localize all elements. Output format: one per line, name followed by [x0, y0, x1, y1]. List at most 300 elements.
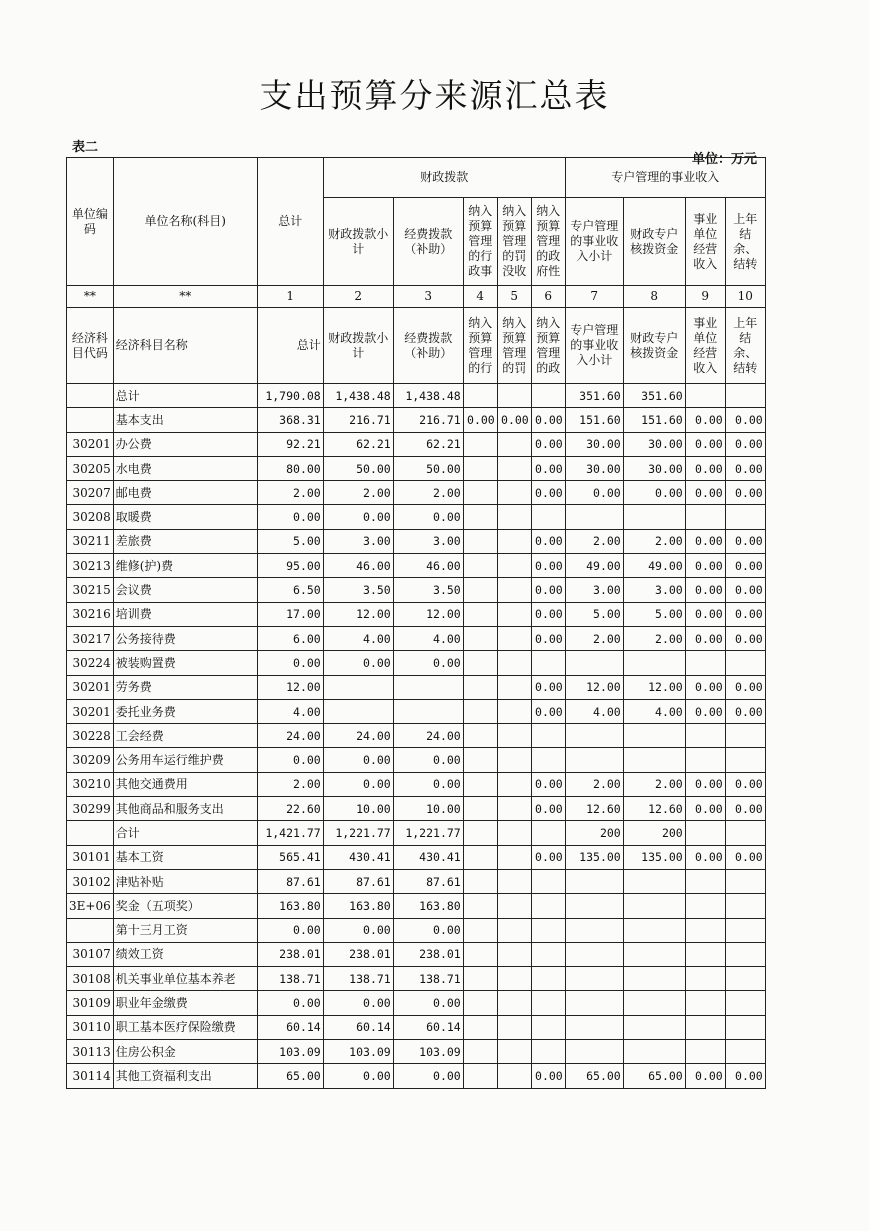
- header2-c7: 专户管理的事业收入小计: [565, 308, 623, 384]
- cell-value: 0.00: [725, 699, 765, 723]
- cell-value: 24.00: [323, 724, 393, 748]
- cell-value: [725, 991, 765, 1015]
- cell-value: [463, 626, 497, 650]
- cell-value: [531, 1040, 565, 1064]
- cell-value: 351.60: [623, 384, 685, 408]
- cell-value: 0.00: [323, 1064, 393, 1088]
- cell-value: 0.00: [531, 626, 565, 650]
- cell-value: [531, 651, 565, 675]
- cell-value: 60.14: [257, 1015, 323, 1039]
- cell-value: 0.00: [393, 1064, 463, 1088]
- cell-value: 10.00: [393, 797, 463, 821]
- cell-value: 103.09: [393, 1040, 463, 1064]
- table-row: [67, 1015, 766, 1039]
- header2-c10: 上年结余、结转: [725, 308, 765, 384]
- header-c10: 上年结余、结转: [725, 198, 765, 286]
- cell-value: [497, 481, 531, 505]
- cell-name: 总计: [113, 384, 257, 408]
- cell-value: [725, 1015, 765, 1039]
- cell-value: 0.00: [257, 748, 323, 772]
- cell-code: 30109: [67, 991, 114, 1015]
- cell-name: 会议费: [113, 578, 257, 602]
- cell-value: [463, 384, 497, 408]
- table-row: [67, 578, 766, 602]
- table-row: [67, 651, 766, 675]
- cell-value: [623, 1015, 685, 1039]
- cell-code: 30211: [67, 529, 114, 553]
- cell-code: 30107: [67, 942, 114, 966]
- cell-value: 50.00: [393, 456, 463, 480]
- cell-value: 216.71: [393, 408, 463, 432]
- cell-value: [463, 456, 497, 480]
- header-fiscal-subtotal: 财政拨款小计: [323, 198, 393, 286]
- cell-value: 0.00: [565, 481, 623, 505]
- cell-value: [685, 821, 725, 845]
- budget-table: [66, 157, 766, 1089]
- header-c4: 纳入预算管理的行政事: [463, 198, 497, 286]
- cell-value: [565, 991, 623, 1015]
- cell-name: 合计: [113, 821, 257, 845]
- cell-value: 65.00: [623, 1064, 685, 1088]
- cell-value: 3.00: [393, 529, 463, 553]
- cell-code: [67, 408, 114, 432]
- cell-value: 2.00: [565, 626, 623, 650]
- cell-value: 12.60: [565, 797, 623, 821]
- cell-value: 10.00: [323, 797, 393, 821]
- header-name: 单位名称(科目): [113, 158, 257, 286]
- cell-value: 238.01: [323, 942, 393, 966]
- cell-value: [463, 481, 497, 505]
- cell-value: 430.41: [393, 845, 463, 869]
- cell-value: [565, 724, 623, 748]
- cell-code: 30201: [67, 675, 114, 699]
- cell-value: 24.00: [257, 724, 323, 748]
- cell-code: 30114: [67, 1064, 114, 1088]
- cell-value: 0.00: [257, 991, 323, 1015]
- cell-value: 0.00: [685, 699, 725, 723]
- cell-value: 0.00: [725, 578, 765, 602]
- cell-value: [463, 797, 497, 821]
- cell-value: 0.00: [623, 481, 685, 505]
- cell-value: 6.50: [257, 578, 323, 602]
- cell-value: 0.00: [725, 432, 765, 456]
- cell-value: 0.00: [725, 481, 765, 505]
- cell-value: [623, 651, 685, 675]
- cell-code: 30110: [67, 1015, 114, 1039]
- cell-code: 30215: [67, 578, 114, 602]
- cell-code: 30217: [67, 626, 114, 650]
- cell-value: 0.00: [725, 529, 765, 553]
- cell-value: [685, 1040, 725, 1064]
- cell-code: [67, 384, 114, 408]
- cell-value: 0.00: [531, 578, 565, 602]
- cell-value: 0.00: [685, 578, 725, 602]
- cell-value: 12.00: [257, 675, 323, 699]
- cell-value: 368.31: [257, 408, 323, 432]
- index-cell: 1: [257, 286, 323, 308]
- header-special-group: 专户管理的事业收入: [565, 158, 765, 198]
- cell-value: 12.00: [623, 675, 685, 699]
- cell-code: 30224: [67, 651, 114, 675]
- cell-value: 0.00: [685, 772, 725, 796]
- cell-value: [463, 505, 497, 529]
- cell-value: 0.00: [725, 1064, 765, 1088]
- cell-value: 30.00: [623, 432, 685, 456]
- cell-value: 0.00: [685, 675, 725, 699]
- cell-value: [565, 748, 623, 772]
- table-row: [67, 869, 766, 893]
- header2-code: 经济科目代码: [67, 308, 114, 384]
- cell-value: 0.00: [393, 505, 463, 529]
- cell-value: [685, 384, 725, 408]
- index-cell: **: [113, 286, 257, 308]
- cell-value: 1,438.48: [393, 384, 463, 408]
- table-row: [67, 675, 766, 699]
- cell-code: 30207: [67, 481, 114, 505]
- cell-value: 0.00: [323, 991, 393, 1015]
- cell-value: 4.00: [393, 626, 463, 650]
- cell-value: 0.00: [725, 554, 765, 578]
- cell-value: [685, 748, 725, 772]
- cell-value: 0.00: [685, 432, 725, 456]
- cell-value: [497, 578, 531, 602]
- cell-value: [531, 991, 565, 1015]
- table-row: [67, 481, 766, 505]
- cell-value: [497, 991, 531, 1015]
- cell-value: 151.60: [565, 408, 623, 432]
- cell-value: 49.00: [565, 554, 623, 578]
- cell-value: [685, 918, 725, 942]
- cell-value: 0.00: [685, 626, 725, 650]
- cell-name: 维修(护)费: [113, 554, 257, 578]
- cell-value: 0.00: [685, 408, 725, 432]
- table-row: [67, 967, 766, 991]
- page-title: 支出预算分来源汇总表: [259, 76, 610, 115]
- cell-value: [565, 1015, 623, 1039]
- table-row: [67, 991, 766, 1015]
- cell-value: 0.00: [685, 456, 725, 480]
- cell-value: [463, 699, 497, 723]
- cell-value: [463, 894, 497, 918]
- cell-value: 3.50: [393, 578, 463, 602]
- cell-value: 2.00: [323, 481, 393, 505]
- header2-c6: 纳入预算管理的政: [531, 308, 565, 384]
- cell-value: [463, 991, 497, 1015]
- cell-value: [497, 845, 531, 869]
- cell-value: 0.00: [725, 845, 765, 869]
- cell-value: [463, 529, 497, 553]
- cell-value: 5.00: [565, 602, 623, 626]
- cell-value: [531, 384, 565, 408]
- cell-value: [685, 724, 725, 748]
- cell-value: 1,221.77: [393, 821, 463, 845]
- cell-value: 0.00: [257, 505, 323, 529]
- cell-value: [565, 651, 623, 675]
- table-row: [67, 602, 766, 626]
- cell-value: 1,421.77: [257, 821, 323, 845]
- cell-value: [623, 1040, 685, 1064]
- cell-name: 其他交通费用: [113, 772, 257, 796]
- cell-value: [497, 432, 531, 456]
- cell-value: 4.00: [323, 626, 393, 650]
- cell-value: 163.80: [257, 894, 323, 918]
- cell-value: 46.00: [393, 554, 463, 578]
- cell-value: 22.60: [257, 797, 323, 821]
- header2-c8: 财政专户核拨资金: [623, 308, 685, 384]
- header-total: 总计: [257, 158, 323, 286]
- cell-value: [565, 942, 623, 966]
- table-row: [67, 821, 766, 845]
- cell-value: 2.00: [257, 772, 323, 796]
- cell-value: [623, 894, 685, 918]
- cell-name: 职业年金缴费: [113, 991, 257, 1015]
- cell-value: [725, 942, 765, 966]
- cell-value: [497, 384, 531, 408]
- cell-value: 138.71: [393, 967, 463, 991]
- cell-value: [725, 651, 765, 675]
- cell-value: [497, 821, 531, 845]
- cell-value: 2.00: [565, 529, 623, 553]
- table-row: [67, 699, 766, 723]
- header2-c9: 事业单位经营收入: [685, 308, 725, 384]
- cell-value: [497, 602, 531, 626]
- cell-value: [725, 967, 765, 991]
- header2-fiscal-subtotal: 财政拨款小计: [323, 308, 393, 384]
- index-cell: 2: [323, 286, 393, 308]
- cell-value: 0.00: [323, 772, 393, 796]
- cell-value: 103.09: [257, 1040, 323, 1064]
- cell-value: [531, 894, 565, 918]
- cell-value: 163.80: [393, 894, 463, 918]
- cell-value: 3.50: [323, 578, 393, 602]
- cell-value: 0.00: [725, 602, 765, 626]
- table-row: [67, 505, 766, 529]
- cell-value: 238.01: [393, 942, 463, 966]
- cell-value: [623, 918, 685, 942]
- cell-value: [463, 578, 497, 602]
- cell-value: 4.00: [257, 699, 323, 723]
- cell-value: [685, 942, 725, 966]
- cell-value: 0.00: [531, 797, 565, 821]
- cell-value: 2.00: [623, 626, 685, 650]
- cell-value: [497, 651, 531, 675]
- cell-name: 工会经费: [113, 724, 257, 748]
- cell-name: 被装购置费: [113, 651, 257, 675]
- cell-value: [497, 505, 531, 529]
- cell-code: 3E+06: [67, 894, 114, 918]
- cell-value: 0.00: [393, 772, 463, 796]
- cell-code: 30113: [67, 1040, 114, 1064]
- cell-value: [497, 894, 531, 918]
- cell-value: 65.00: [257, 1064, 323, 1088]
- cell-value: [685, 505, 725, 529]
- cell-value: 80.00: [257, 456, 323, 480]
- cell-value: 2.00: [565, 772, 623, 796]
- cell-value: [725, 1040, 765, 1064]
- cell-value: 24.00: [393, 724, 463, 748]
- cell-value: 1,221.77: [323, 821, 393, 845]
- cell-value: 50.00: [323, 456, 393, 480]
- cell-value: [531, 748, 565, 772]
- cell-value: 0.00: [685, 845, 725, 869]
- cell-value: 430.41: [323, 845, 393, 869]
- cell-value: 87.61: [393, 869, 463, 893]
- table-row: [67, 1064, 766, 1088]
- cell-value: 92.21: [257, 432, 323, 456]
- cell-value: [463, 967, 497, 991]
- cell-value: [685, 967, 725, 991]
- cell-value: [463, 748, 497, 772]
- cell-code: 30201: [67, 432, 114, 456]
- index-cell: 9: [685, 286, 725, 308]
- cell-code: [67, 821, 114, 845]
- cell-name: 职工基本医疗保险缴费: [113, 1015, 257, 1039]
- cell-value: 565.41: [257, 845, 323, 869]
- cell-value: 1,790.08: [257, 384, 323, 408]
- header-code: 单位编码: [67, 158, 114, 286]
- cell-value: [463, 821, 497, 845]
- cell-value: 200: [623, 821, 685, 845]
- cell-value: 87.61: [323, 869, 393, 893]
- cell-value: [685, 894, 725, 918]
- cell-value: 0.00: [531, 602, 565, 626]
- cell-value: 0.00: [323, 918, 393, 942]
- cell-code: 30216: [67, 602, 114, 626]
- cell-value: [497, 1015, 531, 1039]
- cell-value: 17.00: [257, 602, 323, 626]
- cell-value: 30.00: [565, 456, 623, 480]
- cell-value: [497, 529, 531, 553]
- cell-value: [685, 869, 725, 893]
- cell-name: 住房公积金: [113, 1040, 257, 1064]
- cell-value: 0.00: [531, 1064, 565, 1088]
- header-c5: 纳入预算管理的罚没收: [497, 198, 531, 286]
- cell-value: [565, 894, 623, 918]
- table-id: 表二: [72, 140, 99, 155]
- cell-value: [725, 894, 765, 918]
- cell-name: 取暖费: [113, 505, 257, 529]
- cell-value: 135.00: [565, 845, 623, 869]
- cell-code: 30209: [67, 748, 114, 772]
- index-cell: 4: [463, 286, 497, 308]
- cell-value: 0.00: [393, 651, 463, 675]
- cell-value: 0.00: [531, 529, 565, 553]
- cell-value: 0.00: [531, 845, 565, 869]
- cell-value: [497, 869, 531, 893]
- cell-value: 12.60: [623, 797, 685, 821]
- header-c7: 专户管理的事业收入小计: [565, 198, 623, 286]
- cell-value: 0.00: [725, 797, 765, 821]
- table-row: [67, 432, 766, 456]
- table-row: [67, 797, 766, 821]
- cell-value: 12.00: [393, 602, 463, 626]
- cell-value: [531, 1015, 565, 1039]
- cell-name: 差旅费: [113, 529, 257, 553]
- cell-name: 基本工资: [113, 845, 257, 869]
- header-fiscal-fund: 经费拨款（补助）: [393, 198, 463, 286]
- cell-value: 0.00: [725, 626, 765, 650]
- cell-value: [497, 918, 531, 942]
- cell-value: 0.00: [393, 748, 463, 772]
- cell-value: [463, 432, 497, 456]
- cell-value: [497, 748, 531, 772]
- header-c6: 纳入预算管理的政府性: [531, 198, 565, 286]
- cell-value: 351.60: [565, 384, 623, 408]
- table-row: [67, 724, 766, 748]
- cell-value: 5.00: [623, 602, 685, 626]
- cell-value: [531, 869, 565, 893]
- unit-label: 单位：万元: [691, 152, 757, 167]
- cell-code: 30208: [67, 505, 114, 529]
- cell-value: 46.00: [323, 554, 393, 578]
- cell-value: [623, 942, 685, 966]
- cell-value: 0.00: [531, 699, 565, 723]
- cell-value: [497, 456, 531, 480]
- cell-value: 0.00: [685, 602, 725, 626]
- cell-name: 办公费: [113, 432, 257, 456]
- cell-value: [685, 651, 725, 675]
- cell-name: 津贴补贴: [113, 869, 257, 893]
- cell-code: 30108: [67, 967, 114, 991]
- cell-value: [565, 1040, 623, 1064]
- cell-value: 0.00: [497, 408, 531, 432]
- cell-value: 60.14: [393, 1015, 463, 1039]
- cell-value: [531, 942, 565, 966]
- index-cell: 10: [725, 286, 765, 308]
- cell-value: [725, 724, 765, 748]
- cell-value: 0.00: [257, 918, 323, 942]
- table-row: [67, 626, 766, 650]
- cell-value: 6.00: [257, 626, 323, 650]
- index-cell: 6: [531, 286, 565, 308]
- cell-value: 0.00: [257, 651, 323, 675]
- cell-value: [497, 699, 531, 723]
- cell-value: 3.00: [623, 578, 685, 602]
- cell-value: 2.00: [623, 529, 685, 553]
- cell-value: 2.00: [623, 772, 685, 796]
- cell-value: [393, 675, 463, 699]
- cell-value: [531, 918, 565, 942]
- cell-value: [323, 699, 393, 723]
- cell-code: 30210: [67, 772, 114, 796]
- cell-name: 绩效工资: [113, 942, 257, 966]
- cell-name: 邮电费: [113, 481, 257, 505]
- cell-value: [725, 869, 765, 893]
- cell-value: [497, 967, 531, 991]
- cell-value: [531, 967, 565, 991]
- cell-name: 第十三月工资: [113, 918, 257, 942]
- cell-value: [393, 699, 463, 723]
- cell-value: 0.00: [725, 456, 765, 480]
- cell-value: [463, 942, 497, 966]
- cell-value: [623, 748, 685, 772]
- cell-value: 0.00: [393, 991, 463, 1015]
- header2-fiscal-fund: 经费拨款（补助）: [393, 308, 463, 384]
- cell-value: 0.00: [323, 505, 393, 529]
- cell-value: [685, 991, 725, 1015]
- cell-value: [565, 918, 623, 942]
- cell-value: [623, 869, 685, 893]
- cell-value: [463, 651, 497, 675]
- cell-value: [725, 748, 765, 772]
- table-row: [67, 772, 766, 796]
- cell-value: [623, 967, 685, 991]
- cell-value: [685, 1015, 725, 1039]
- cell-value: 0.00: [531, 554, 565, 578]
- cell-value: 0.00: [685, 529, 725, 553]
- header2-total: 总计: [257, 308, 323, 384]
- cell-value: [725, 821, 765, 845]
